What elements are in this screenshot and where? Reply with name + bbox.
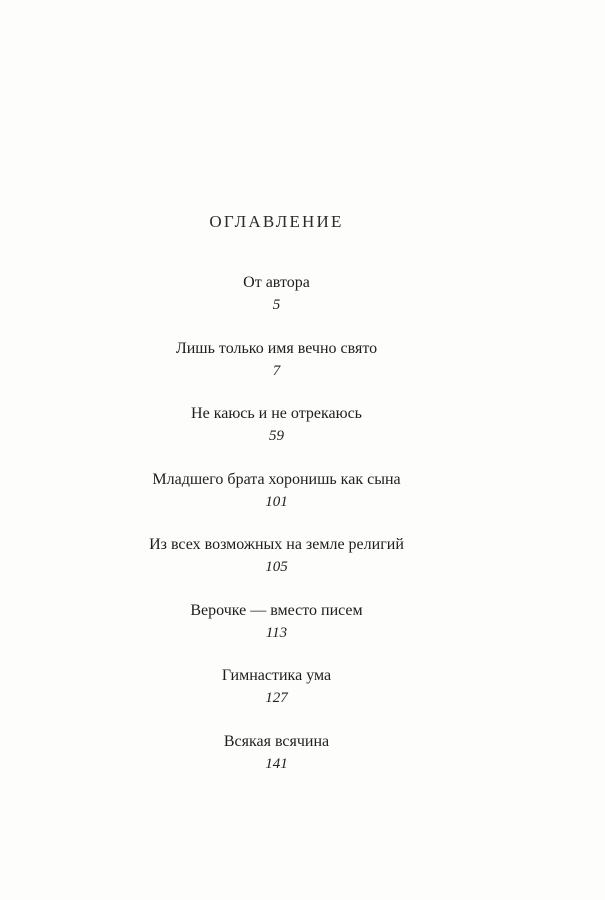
toc-entry [0,731,553,797]
toc-entry-page-number: 141 [265,755,288,772]
toc-entry-page-number: 113 [265,624,288,641]
toc-entry [0,469,553,535]
toc-entry [0,272,553,338]
toc-entry-title: Верочке — вместо писем [190,601,363,619]
toc-entry-title: Всякая всячина [223,732,330,750]
toc-entry [0,338,553,404]
toc-entry-page-number: 101 [265,493,288,510]
toc-entry-page-number: 127 [265,690,288,706]
toc-entry-title: Гимнастика ума [221,667,332,684]
toc-entry [0,665,553,731]
page-title: ОГЛАВЛЕНИЕ [209,212,344,231]
toc-entry-title: Лишь только имя вечно свято [175,339,378,357]
toc-entry-page-number: 59 [269,428,284,444]
toc-entry-title: От автора [243,274,310,291]
toc-entry-title: Из всех возможных на земле религий [149,536,404,553]
toc-entry-page-number: 105 [265,559,288,575]
toc-entry-title: Младшего брата хоронишь как сына [152,470,401,488]
toc-entry-page-number: 7 [272,362,281,379]
toc-entry-page-number: 5 [272,297,281,313]
toc-entry [0,600,553,666]
table-of-contents [0,272,553,796]
toc-entry [0,403,553,469]
toc-entry [0,534,553,600]
toc-entry-title: Не каюсь и не отрекаюсь [191,405,362,422]
